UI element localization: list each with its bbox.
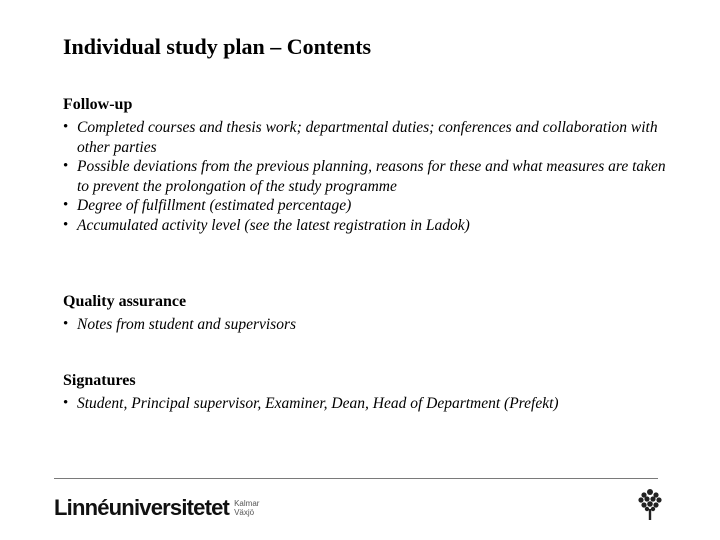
logo-campus-vaxjo: Växjö xyxy=(234,508,255,517)
logo-campuses xyxy=(234,499,259,517)
page-title: Individual study plan – Contents xyxy=(63,34,372,59)
university-logo xyxy=(54,493,259,523)
logo-wordmark: Linnéuniversitetet xyxy=(54,495,230,520)
section-signatures xyxy=(63,371,673,414)
list-item xyxy=(63,118,673,157)
bullet-icon: • xyxy=(63,316,69,332)
footer-divider xyxy=(54,478,658,479)
tree-icon xyxy=(634,487,666,521)
list-item xyxy=(63,157,673,196)
list-item xyxy=(63,216,673,236)
list-item-text: Notes from student and supervisors xyxy=(77,316,297,333)
list-item-text: Completed courses and thesis work; departmental duties; conferences and collaboration with other parties xyxy=(77,119,658,156)
logo-campus-kalmar: Kalmar xyxy=(234,499,260,508)
bullet-list xyxy=(63,118,673,235)
section-heading: Follow-up xyxy=(63,96,133,113)
list-item-text: Degree of fulfillment (estimated percentage) xyxy=(77,197,352,214)
list-item xyxy=(63,394,673,414)
section-heading: Quality assurance xyxy=(63,293,187,310)
section-heading: Signatures xyxy=(63,372,136,389)
bullet-icon: • xyxy=(63,395,69,411)
bullet-icon: • xyxy=(63,119,69,135)
bullet-icon: • xyxy=(63,216,69,233)
bullet-icon: • xyxy=(63,197,69,213)
bullet-icon: • xyxy=(63,158,69,174)
section-follow-up xyxy=(63,95,673,235)
list-item xyxy=(63,196,673,216)
bullet-list xyxy=(63,394,673,414)
list-item-text: Student, Principal supervisor, Examiner, Dean, Head of Department (Prefekt) xyxy=(77,395,559,412)
list-item xyxy=(63,315,673,335)
list-item-text: Accumulated activity level (see the latest registration in Ladok) xyxy=(77,216,470,234)
section-quality-assurance xyxy=(63,292,673,335)
list-item-text: Possible deviations from the previous planning, reasons for these and what measures are taken to prevent the prolongation of the study programme xyxy=(77,158,666,195)
bullet-list xyxy=(63,315,673,335)
